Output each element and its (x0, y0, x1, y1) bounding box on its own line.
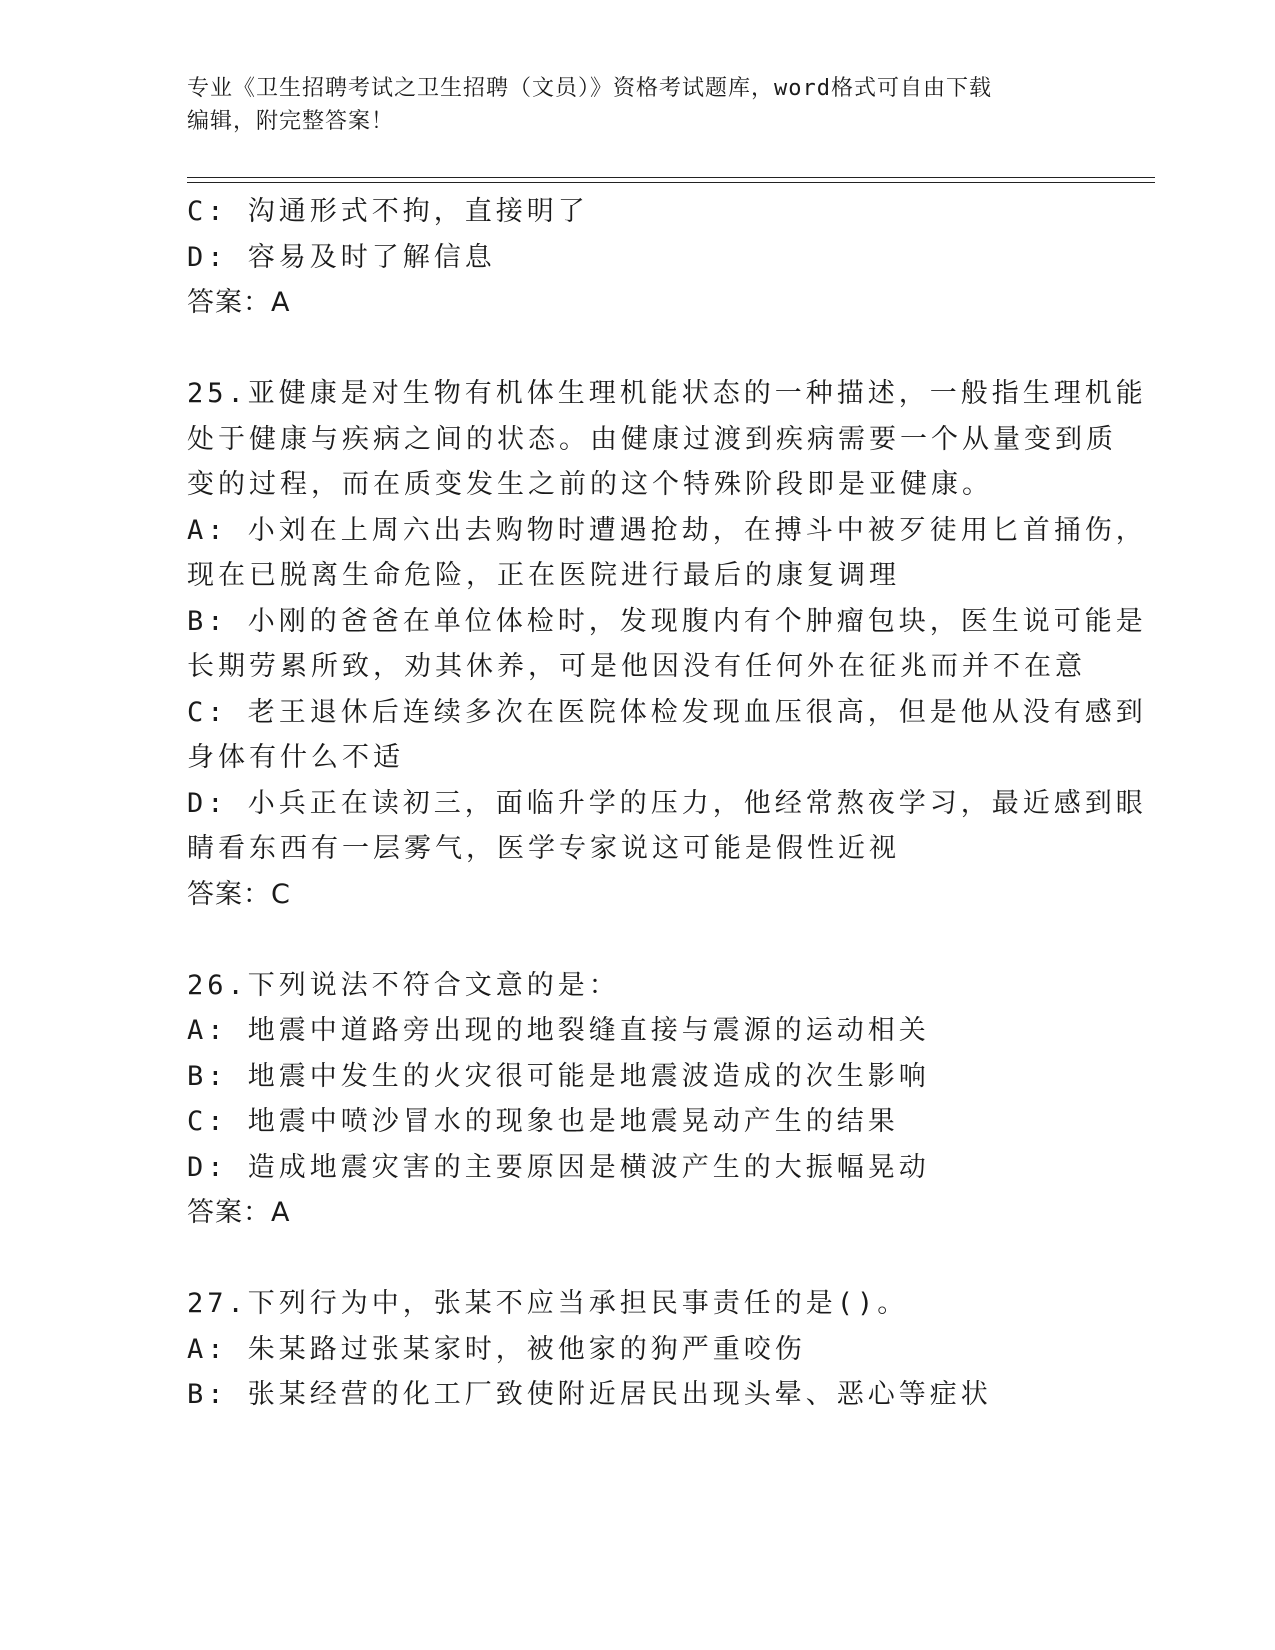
q25-option-c-line-2: 身体有什么不适 (187, 742, 404, 773)
q25-answer: 答案：C (187, 878, 291, 910)
q26-option-a: A: 地震中道路旁出现的地裂缝直接与震源的运动相关 (187, 1015, 930, 1046)
spacer (187, 917, 1087, 963)
q26-stem: 26.下列说法不符合文意的是： (187, 969, 620, 1001)
q25-stem-line-2: 处于健康与疾病之间的状态。由健康过渡到疾病需要一个从量变到质 (187, 423, 1117, 455)
header-divider-bottom (187, 182, 1155, 183)
q25-option-b-line-2: 长期劳累所致，劝其休养，可是他因没有任何外在征兆而并不在意 (187, 651, 1086, 682)
q25-option-d-line-1: D: 小兵正在读初三，面临升学的压力，他经常熬夜学习，最近感到眼 (187, 787, 1147, 819)
q24-option-d: D: 容易及时了解信息 (187, 241, 496, 273)
q24-answer: 答案：A (187, 287, 291, 318)
q26-option-d: D: 造成地震灾害的主要原因是横波产生的大振幅晃动 (187, 1151, 930, 1183)
q25-option-d-line-2: 睛看东西有一层雾气，医学专家说这可能是假性近视 (187, 833, 900, 864)
q25-option-a-line-1: A: 小刘在上周六出去购物时遭遇抢劫，在搏斗中被歹徒用匕首捅伤， (187, 514, 1147, 546)
question-content (187, 189, 1147, 1418)
header-line-2: 编辑，附完整答案！ (187, 109, 395, 134)
q27-option-b: B: 张某经营的化工厂致使附近居民出现头晕、恶心等症状 (187, 1379, 992, 1410)
q25-option-b-line-1: B: 小刚的爸爸在单位体检时，发现腹内有个肿瘤包块，医生说可能是 (187, 605, 1147, 637)
q25-option-a-line-2: 现在已脱离生命危险，正在医院进行最后的康复调理 (187, 560, 900, 591)
q25-stem-line-1: 25.亚健康是对生物有机体生理机能状态的一种描述，一般指生理机能 (187, 378, 1147, 409)
q26-answer: 答案：A (187, 1197, 291, 1228)
q25-stem-line-3: 变的过程，而在质变发生之前的这个特殊阶段即是亚健康。 (187, 469, 993, 500)
spacer (187, 1236, 1087, 1282)
q24-option-c: C: 沟通形式不拘，直接明了 (187, 196, 589, 227)
q27-stem: 27.下列行为中，张某不应当承担民事责任的是()。 (187, 1288, 909, 1319)
document-header (187, 72, 1067, 138)
header-line-1: 专业《卫生招聘考试之卫生招聘（文员）》资格考试题库，word格式可自由下载 (187, 76, 992, 101)
spacer (187, 326, 1087, 372)
header-divider-top (187, 177, 1155, 178)
q27-option-a: A: 朱某路过张某家时，被他家的狗严重咬伤 (187, 1333, 806, 1365)
q26-option-b: B: 地震中发生的火灾很可能是地震波造成的次生影响 (187, 1060, 930, 1092)
q25-option-c-line-1: C: 老王退休后连续多次在医院体检发现血压很高，但是他从没有感到 (187, 696, 1147, 728)
q26-option-c: C: 地震中喷沙冒水的现象也是地震晃动产生的结果 (187, 1106, 899, 1137)
